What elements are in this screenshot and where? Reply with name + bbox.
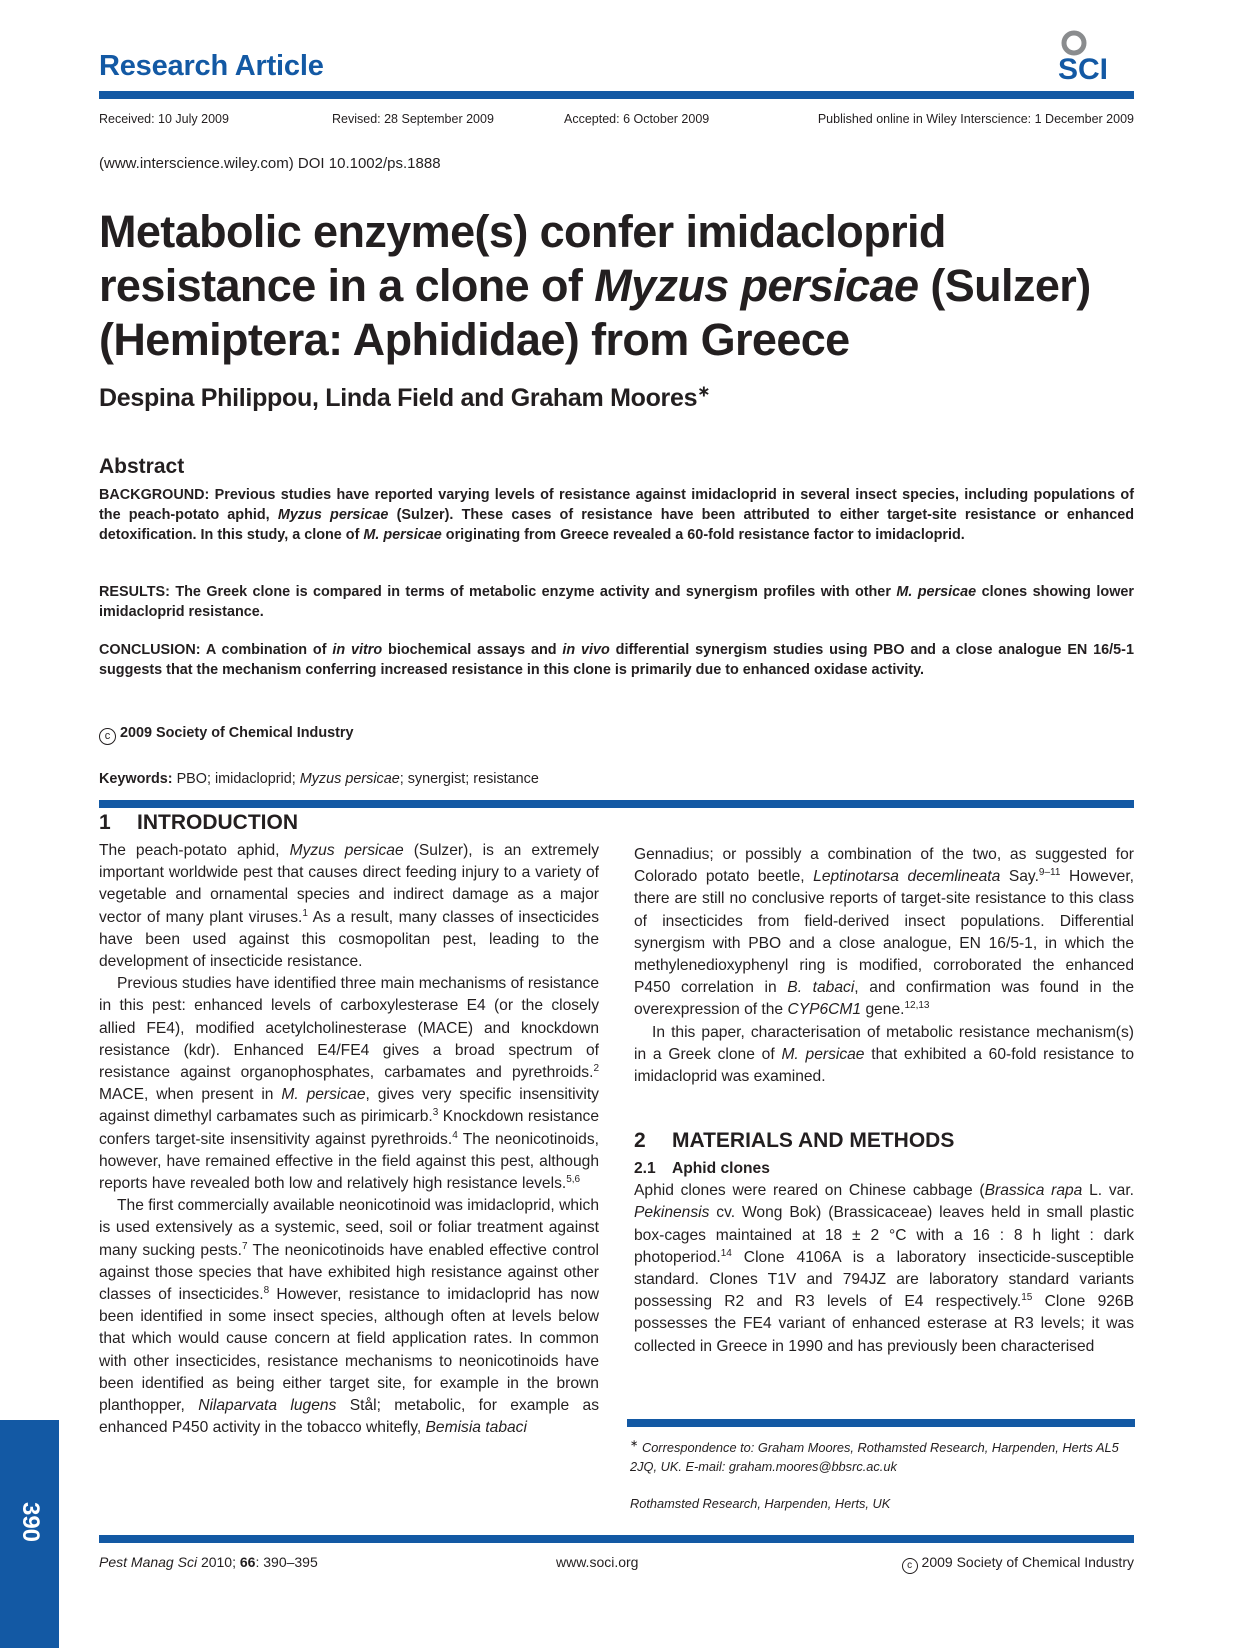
correspondence-note: ∗ Correspondence to: Graham Moores, Rothamsted Research, Harpenden, Herts AL5 2JQ, UK. E-mail: graham.moores@bbsrc.ac.uk: [630, 1438, 1119, 1474]
footnote-rule: [627, 1419, 1135, 1427]
intro-paragraph-4: In this paper, characterisation of metabolic resistance mechanism(s) in a Greek clone of M. persicae that exhibited a 60-fold resistance to imidacloprid was examined.: [634, 1023, 1134, 1086]
corresponding-author-mark: ∗: [697, 383, 711, 401]
title-line-3: (Hemiptera: Aphididae) from Greece: [99, 314, 850, 365]
species-name: Myzus persicae: [594, 260, 919, 311]
intro-paragraph-3: The first commercially available neonicotinoid was imidacloprid, which is used extensively as a systemic, seed, soil or foliar treatment against many sucking pests.$^7$ The neonicotinoids have enabled effective control against those species that have exhibited high resistance against other classes of insecticides.$^8$ However, resistance to imidacloprid has now been identified in some insect species, although often at levels below that which would cause concern at field application rates. In common with other insecticides, resistance mechanisms to neonicotinoids have been identified as being either target site, for example in the brown planthopper, Nilaparvata lugens Stål; metabolic, for example as enhanced P450 activity in the tobacco whitefly, Bemisia tabaci: [99, 1197, 599, 1437]
copyright-icon: c: [902, 1558, 918, 1574]
website-link[interactable]: www.soci.org: [556, 1554, 639, 1570]
abstract-copyright: c 2009 Society of Chemical Industry: [99, 725, 354, 745]
abstract-background: BACKGROUND: Previous studies have reported varying levels of resistance against imidacloprid in several insect species, including populations of the peach-potato aphid, Myzus persicae (Sulzer). These cases of resistance have been attributed to either target-site resistance or enhanced detoxification. In this study, a clone of M. persicae originating from Greece revealed a 60-fold resistance factor to imidacloprid.: [99, 487, 1135, 543]
abstract-conclusion: CONCLUSION: A combination of in vitro biochemical assays and in vivo differential synergism studies using PBO and a close analogue EN 16/5-1 suggests that the mechanism conferring increased resistance in this clone is primarily due to enhanced oxidase activity.: [99, 642, 1134, 678]
page-number: 390: [17, 1501, 44, 1543]
journal-citation: Pest Manag Sci 2010; 66: 390–395: [99, 1554, 318, 1570]
title-line-2: resistance in a clone of Myzus persicae (Sulzer): [99, 260, 1091, 311]
affiliation-note: Rothamsted Research, Harpenden, Herts, UK: [630, 1496, 891, 1511]
intro-paragraph-2: Previous studies have identified three main mechanisms of resistance in this pest: enhanced levels of carboxylesterase E4 (or the closely allied FE4), modified acetylcholinesterase (MACE) and knockdown resistance (kdr). Enhanced E4/FE4 gives a broad spectrum of resistance against organophosphates, carbamates and pyrethroids.$^2$ MACE, when present in M. persicae, gives very specific insensitivity against dimethyl carbamates such as pirimicarb.$^3$ Knockdown resistance confers target-site insensitivity against pyrethroids.$^4$ The neonicotinoids, however, have remained effective in the field against this pest, although reports have revealed both low and relatively high resistance levels.$^{5,6}$: [99, 975, 599, 1193]
footer-copyright: c 2009 Society of Chemical Industry: [902, 1554, 1134, 1574]
intro-paragraph-1: The peach-potato aphid, Myzus persicae (Sulzer), is an extremely important worldwide pest that causes direct feeding injury to a variety of vegetable and ornamental species and indirect damage as a major vector of many plant viruses.$^1$ As a result, many classes of insecticides have been used against this cosmopolitan pest, leading to the development of insecticide resistance.: [99, 842, 599, 971]
article-title: [99, 205, 1179, 367]
section-label: Research Article: [99, 50, 324, 82]
section-heading-methods: 2 MATERIALS AND METHODS: [634, 1129, 955, 1153]
logo-text: SCI: [1058, 53, 1109, 85]
author-list: Despina Philippou, Linda Field and Graham Moores∗: [99, 383, 711, 412]
subsection-heading-aphid-clones: 2.1 Aphid clones: [634, 1160, 770, 1178]
footer-rule: [99, 1535, 1134, 1543]
section-heading-introduction: 1 INTRODUCTION: [99, 811, 298, 834]
abstract-heading: Abstract: [99, 455, 185, 478]
methods-paragraph-1: Aphid clones were reared on Chinese cabbage (Brassica rapa L. var. Pekinensis cv. Wong Bok) (Brassicaceae) leaves held in small plastic box-cages maintained at 18 ± 2 °C with a 16 : 8 h light : dark photoperiod.$^{14}$ Clone 4106A is a laboratory insecticide-susceptible standard. Clones T1V and 794JZ are laboratory standard variants possessing R2 and R3 levels of E4 respectively.$^{15}$ Clone 926B possesses the FE4 variant of enhanced esterase at R3 levels; it was collected in Greece in 1990 and has previously been characterised: [634, 1182, 1134, 1355]
revised-date: Revised: 28 September 2009: [332, 112, 494, 126]
accepted-date: Accepted: 6 October 2009: [564, 112, 710, 126]
footnote: [630, 1438, 1130, 1513]
abstract-results: RESULTS: The Greek clone is compared in terms of metabolic enzyme activity and synergism profiles with other M. persicae clones showing lower imidacloprid resistance.: [99, 584, 1134, 620]
left-column: [99, 810, 599, 1439]
sci-logo: [1054, 29, 1136, 85]
published-date: Published online in Wiley Interscience: 1 December 2009: [817, 112, 1134, 126]
doi-line: (www.interscience.wiley.com) DOI 10.1002/ps.1888: [99, 155, 441, 172]
header-rule: [99, 91, 1134, 99]
received-date: Received: 10 July 2009: [99, 112, 229, 126]
keywords: Keywords: PBO; imidacloprid; Myzus persicae; synergist; resistance: [99, 771, 539, 787]
intro-paragraph-3-continued: Gennadius; or possibly a combination of the two, as suggested for Colorado potato beetle, Leptinotarsa decemlineata Say.$^{9-11}$ However, there are still no conclusive reports of target-site resistance to this class of insecticides from field-derived insect populations. Differential synergism with PBO and a close analogue, EN 16/5-1, in which the methylenedioxyphenyl ring is modified, corroborated the enhanced P450 correlation in B. tabaci, and confirmation was found in the overexpression of the CYP6CM1 gene.$^{12,13}$: [634, 846, 1135, 1019]
title-line-1: Metabolic enzyme(s) confer imidacloprid: [99, 206, 946, 257]
abstract-rule: [99, 800, 1134, 808]
copyright-icon: c: [99, 728, 116, 745]
right-column: [634, 844, 1134, 1358]
